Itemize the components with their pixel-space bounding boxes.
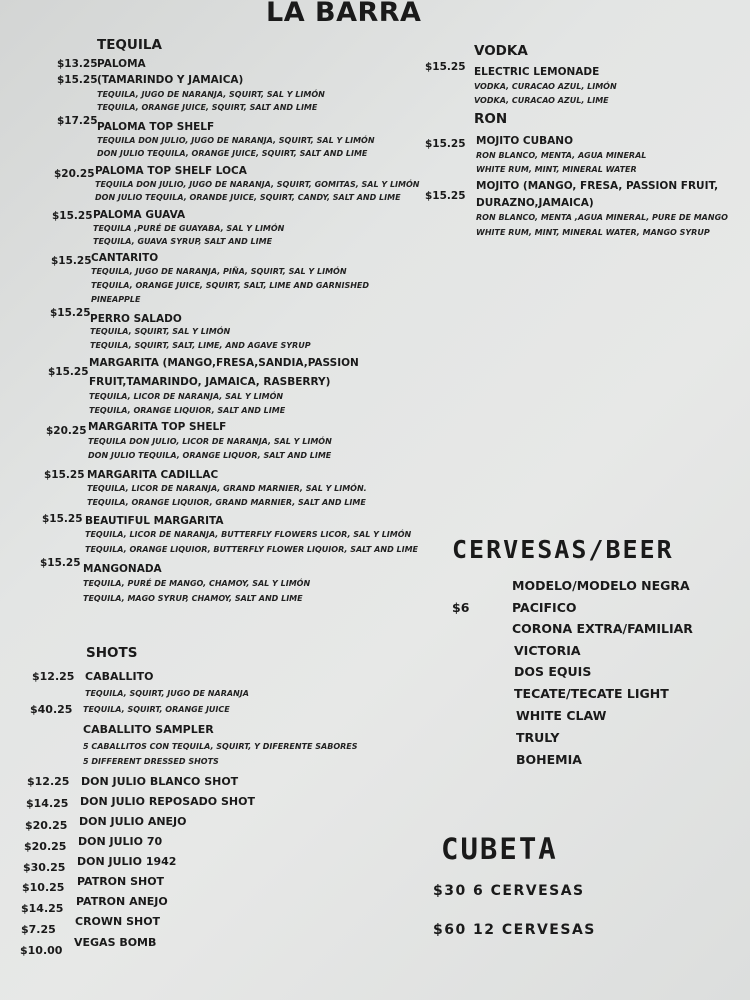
item-description: TEQUILA DON JULIO, LICOR DE NARANJA, SAL Y LIMÓN — [88, 437, 332, 446]
shot-price: $40.25 — [30, 703, 73, 716]
shot-name: PATRON ANEJO — [76, 895, 168, 908]
item-description: TEQUILA, SQUIRT, SALT, LIME, AND AGAVE SYRUP — [90, 341, 311, 350]
item-description: TEQUILA, LICOR DE NARANJA, SAL Y LIMÓN — [89, 392, 284, 401]
item-description: WHITE RUM, MINT, MINERAL WATER, MANGO SYRUP — [476, 228, 710, 237]
item-price: $20.25 — [54, 168, 95, 180]
menu-title: LA BARRA — [266, 0, 422, 28]
item-description: TEQUILA ,PURÉ DE GUAYABA, SAL Y LIMÓN — [93, 224, 285, 233]
item-price: $15.25 — [425, 190, 466, 202]
item-description: TEQUILA, MAGO SYRUP, CHAMOY, SALT AND LIME — [83, 594, 303, 603]
beer-item: VICTORIA — [514, 643, 581, 658]
item-description: DON JULIO TEQUILA, ORANDE JUICE, SQUIRT, CANDY, SALT AND LIME — [95, 193, 401, 202]
item-description: TEQUILA, JUGO DE NARANJA, SQUIRT, SAL Y LIMÓN — [97, 90, 325, 99]
shot-name: CABALLITO — [85, 670, 154, 683]
shot-name: PATRON SHOT — [77, 875, 165, 888]
beer-item: WHITE CLAW — [516, 708, 607, 723]
item-price: $15.25 — [57, 74, 98, 86]
item-price: $15.25 — [425, 138, 466, 150]
item-price: $15.25 — [44, 469, 85, 481]
cubeta-label: 12 CERVESAS — [473, 922, 596, 938]
shot-price: $10.00 — [20, 944, 63, 957]
shot-price: $30.25 — [23, 861, 66, 874]
shot-price: $7.25 — [21, 923, 56, 936]
item-price: $13.25 — [57, 58, 98, 70]
shot-price: $14.25 — [26, 797, 69, 810]
cubeta-heading: CUBETA — [441, 832, 558, 866]
item-description: WHITE RUM, MINT, MINERAL WATER — [476, 165, 637, 174]
item-description: VODKA, CURACAO AZUL, LIME — [474, 96, 609, 105]
shot-price: $20.25 — [25, 819, 68, 832]
shot-price: $14.25 — [21, 902, 64, 915]
item-name: PERRO SALADO — [90, 313, 182, 325]
item-description: RON BLANCO, MENTA, AGUA MINERAL — [476, 151, 647, 160]
item-price: $15.25 — [40, 557, 81, 569]
item-price: $15.25 — [48, 366, 89, 378]
item-description: TEQUILA, GUAVA SYRUP, SALT AND LIME — [93, 237, 273, 246]
item-name: (TAMARINDO Y JAMAICA) — [97, 74, 244, 86]
item-name: PALOMA TOP SHELF LOCA — [95, 165, 247, 177]
item-price: $15.25 — [50, 307, 91, 319]
beer-item: BOHEMIA — [516, 752, 582, 767]
item-description: TEQUILA DON JULIO, JUGO DE NARANJA, SQUIRT, SAL Y LIMÓN — [97, 136, 375, 145]
beer-item: TRULY — [516, 730, 560, 745]
item-description: TEQUILA, ORANGE LIQUIOR, GRAND MARNIER, SALT AND LIME — [87, 498, 366, 507]
shot-description: 5 CABALLITOS CON TEQUILA, SQUIRT, Y DIFERENTE SABORES — [83, 742, 358, 751]
beer-price: $6 — [452, 600, 470, 615]
item-name: MARGARITA TOP SHELF — [88, 421, 227, 433]
shot-price: $12.25 — [32, 670, 75, 683]
cubeta-price: $30 — [433, 883, 467, 899]
item-name: MOJITO CUBANO — [476, 135, 574, 147]
item-price: $15.25 — [42, 513, 83, 525]
item-name: PALOMA GUAVA — [93, 209, 186, 221]
item-description: TEQUILA, PURÉ DE MANGO, CHAMOY, SAL Y LIMÓN — [83, 579, 311, 588]
shot-name: CABALLITO SAMPLER — [83, 723, 214, 736]
shot-description: TEQUILA, SQUIRT, JUGO DE NARANJA — [85, 689, 249, 698]
item-description: TEQUILA, ORANGE LIQUIOR, SALT AND LIME — [89, 406, 286, 415]
item-description: DON JULIO TEQUILA, ORANGE JUICE, SQUIRT, SALT AND LIME — [97, 149, 368, 158]
shot-name: DON JULIO 70 — [78, 835, 163, 848]
beer-item: DOS EQUIS — [514, 664, 592, 679]
item-name: MANGONADA — [83, 563, 162, 575]
shot-name: DON JULIO BLANCO SHOT — [81, 775, 239, 788]
shot-description: 5 DIFFERENT DRESSED SHOTS — [83, 757, 219, 766]
item-description: TEQUILA DON JULIO, JUGO DE NARANJA, SQUIRT, GOMITAS, SAL Y LIMÓN — [95, 180, 420, 189]
item-name: MARGARITA (MANGO,FRESA,SANDIA,PASSION — [89, 357, 359, 369]
item-description: TEQUILA, ORANGE LIQUIOR, BUTTERFLY FLOWER LIQUIOR, SALT AND LIME — [85, 545, 418, 554]
tequila-heading: TEQUILA — [97, 37, 162, 53]
shot-name: DON JULIO REPOSADO SHOT — [80, 795, 255, 808]
item-name: BEAUTIFUL MARGARITA — [85, 515, 224, 527]
shot-price: $20.25 — [24, 840, 67, 853]
item-price: $15.25 — [51, 255, 92, 267]
shot-price: $10.25 — [22, 881, 65, 894]
beer-item: TECATE/TECATE LIGHT — [514, 686, 669, 701]
item-name: PALOMA — [97, 58, 146, 70]
shot-name: DON JULIO 1942 — [77, 855, 177, 868]
item-description: TEQUILA, LICOR DE NARANJA, BUTTERFLY FLOWERS LICOR, SAL Y LIMÓN — [85, 530, 412, 539]
beer-item: CORONA EXTRA/FAMILIAR — [512, 621, 693, 636]
item-price: $15.25 — [425, 61, 466, 73]
item-description: TEQUILA, SQUIRT, SAL Y LIMÓN — [90, 327, 231, 336]
item-name: CANTARITO — [91, 252, 159, 264]
item-description: TEQUILA, ORANGE JUICE, SQUIRT, SALT, LIME AND GARNISHED — [91, 281, 370, 290]
shot-price: $12.25 — [27, 775, 70, 788]
shot-description: TEQUILA, SQUIRT, ORANGE JUICE — [83, 705, 230, 714]
shot-name: CROWN SHOT — [75, 915, 161, 928]
beer-item: MODELO/MODELO NEGRA — [512, 578, 690, 593]
item-description: DON JULIO TEQUILA, ORANGE LIQUOR, SALT AND LIME — [88, 451, 332, 460]
vodka-heading: VODKA — [474, 43, 528, 59]
item-description: RON BLANCO, MENTA ,AGUA MINERAL, PURE DE MANGO — [476, 213, 728, 222]
item-price: $20.25 — [46, 425, 87, 437]
item-name: ELECTRIC LEMONADE — [474, 66, 600, 78]
item-description: TEQUILA, ORANGE JUICE, SQUIRT, SALT AND LIME — [97, 103, 318, 112]
item-name: DURAZNO,JAMAICA) — [476, 197, 594, 209]
cubeta-label: 6 CERVESAS — [473, 883, 585, 899]
cubeta-price: $60 — [433, 922, 467, 938]
item-name: MOJITO (MANGO, FRESA, PASSION FRUIT, — [476, 180, 719, 192]
item-name: FRUIT,TAMARINDO, JAMAICA, RASBERRY) — [89, 376, 331, 388]
ron-heading: RON — [474, 111, 508, 127]
beer-item: PACIFICO — [512, 600, 577, 615]
shot-name: VEGAS BOMB — [74, 936, 157, 949]
item-description: VODKA, CURACAO AZUL, LIMÓN — [474, 82, 617, 91]
shots-heading: SHOTS — [86, 645, 138, 661]
item-description: TEQUILA, LICOR DE NARANJA, GRAND MARNIER, SAL Y LIMÓN. — [87, 484, 367, 493]
item-price: $17.25 — [57, 115, 98, 127]
item-description: PINEAPPLE — [91, 295, 141, 304]
item-name: PALOMA TOP SHELF — [97, 121, 215, 133]
beer-heading: CERVESAS/BEER — [452, 535, 674, 564]
shot-name: DON JULIO ANEJO — [79, 815, 187, 828]
item-name: MARGARITA CADILLAC — [87, 469, 219, 481]
item-description: TEQUILA, JUGO DE NARANJA, PIÑA, SQUIRT, SAL Y LIMÓN — [91, 267, 347, 276]
item-price: $15.25 — [52, 210, 93, 222]
